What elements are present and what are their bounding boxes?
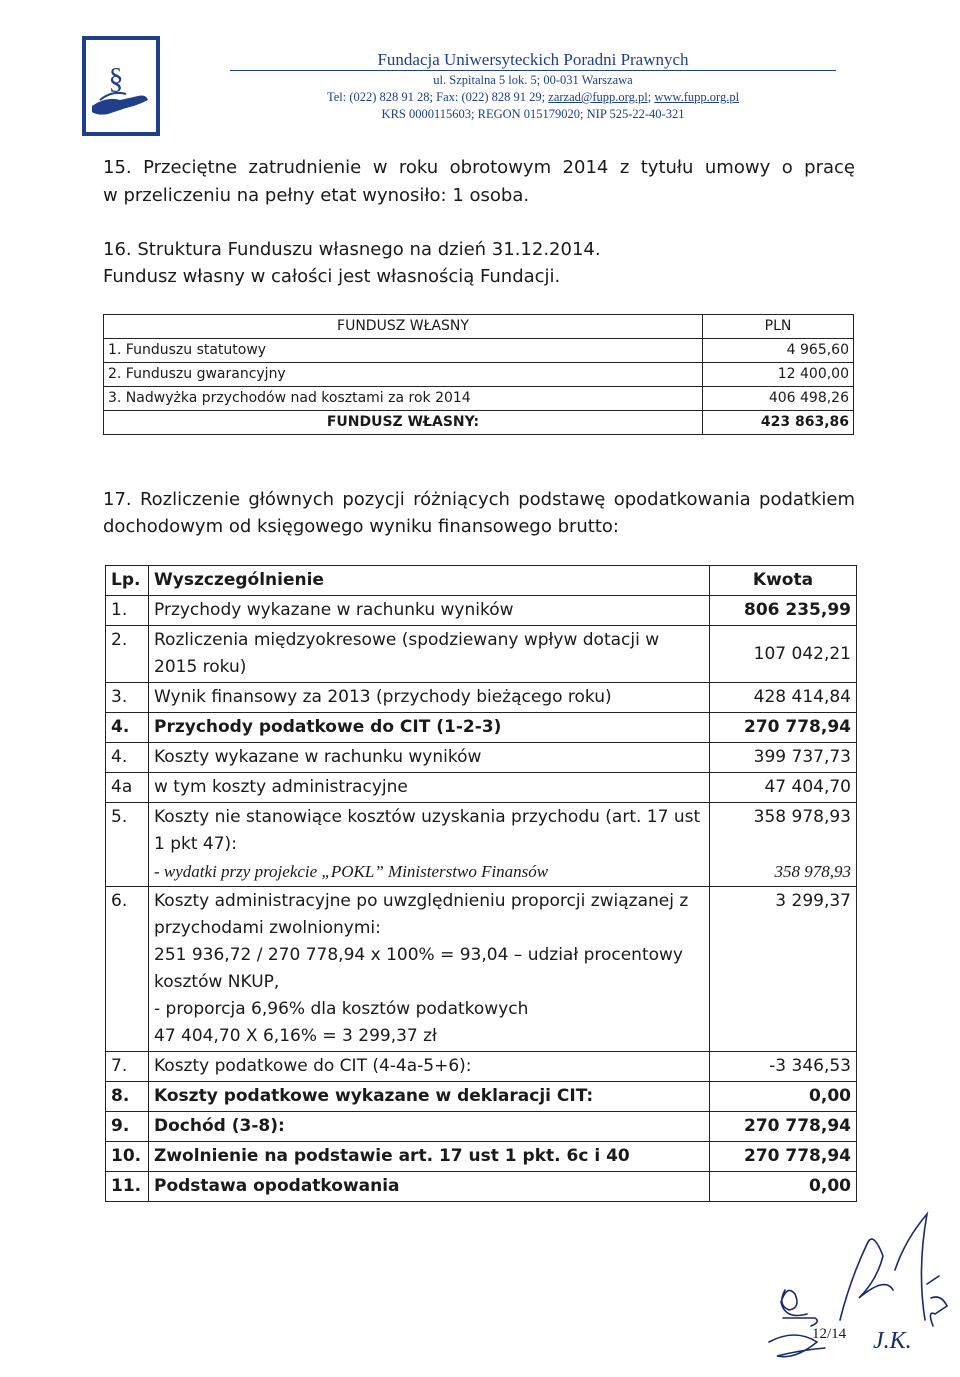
row-amount: 270 778,94 (710, 713, 857, 743)
row-amount: 3 299,37 (710, 887, 857, 1052)
row-description: w tym koszty administracyjne (149, 773, 710, 803)
row-description: Dochód (3-8): (149, 1112, 710, 1142)
org-address: ul. Szpitalna 5 lok. 5; 00-031 Warszawa (433, 73, 633, 87)
table-row (106, 713, 857, 743)
col-header-amount: Kwota (710, 566, 857, 596)
row-description: Zwolnienie na podstawie art. 17 ust 1 pkt. 6c i 40 (149, 1142, 710, 1172)
signature-stroke-5 (927, 1276, 947, 1326)
table-row (106, 887, 857, 1052)
org-contact (230, 89, 836, 106)
row-description: Przychody podatkowe do CIT (1-2-3) (149, 713, 710, 743)
signature-stroke-1 (781, 1290, 807, 1316)
equity-header-label: FUNDUSZ WŁASNY (104, 315, 703, 339)
equity-row (104, 387, 854, 411)
row-description: Koszty podatkowe do CIT (4-4a-5+6): (149, 1052, 710, 1082)
row-lp: 8. (106, 1082, 149, 1112)
equity-row (104, 363, 854, 387)
letterhead (230, 50, 836, 123)
row-amount: 0,00 (710, 1082, 857, 1112)
section-15-line-1: 15. Przeciętne zatrudnienie w roku obrotowym 2014 z tytułu umowy o pracę (103, 157, 855, 178)
equity-row-label: 2. Funduszu gwarancyjny (104, 363, 703, 387)
row-lp: 11. (106, 1172, 149, 1202)
scales-hand-icon (86, 40, 156, 132)
foundation-logo (82, 36, 160, 136)
section-16-line-1: 16. Struktura Funduszu własnego na dzień 31.12.2014. (103, 239, 601, 260)
signature-stroke-4 (895, 1214, 927, 1320)
row-lp: 5. (106, 803, 149, 887)
equity-table (103, 314, 854, 435)
row-description-line: 251 936,72 / 270 778,94 x 100% = 93,04 – udział procentowy kosztów NKUP, (154, 945, 683, 992)
equity-row-label: 3. Nadwyżka przychodów nad kosztami za rok 2014 (104, 387, 703, 411)
signature-stroke-2 (783, 1318, 817, 1326)
equity-row-value: 406 498,26 (703, 387, 854, 411)
equity-header-row (104, 315, 854, 339)
table-row (106, 773, 857, 803)
section-17-line-2: dochodowym od księgowego wyniku finansowego brutto: (103, 516, 619, 537)
row-description: Koszty administracyjne po uwzględnieniu proporcji związanej z przychodami zwolnionymi: (154, 891, 689, 938)
table-row (106, 743, 857, 773)
equity-total-label: FUNDUSZ WŁASNY: (104, 411, 703, 435)
row-amount: 0,00 (710, 1172, 857, 1202)
row-description-line: 47 404,70 X 6,16% = 3 299,37 zł (154, 1026, 437, 1046)
signature-initials: J.K. (873, 1328, 912, 1354)
row-lp: 1. (106, 596, 149, 626)
row-description: Wynik finansowy za 2013 (przychody bieżącego roku) (149, 683, 710, 713)
equity-total-value: 423 863,86 (703, 411, 854, 435)
row-amount-block (710, 803, 857, 887)
row-lp: 2. (106, 626, 149, 683)
equity-row-value: 12 400,00 (703, 363, 854, 387)
website-link[interactable]: www.fupp.org.pl (654, 90, 740, 104)
col-header-description: Wyszczególnienie (149, 566, 710, 596)
row-lp: 9. (106, 1112, 149, 1142)
email-link[interactable]: zarzad@fupp.org.pl (548, 90, 648, 104)
equity-row (104, 339, 854, 363)
row-amount: -3 346,53 (710, 1052, 857, 1082)
handwritten-signatures (755, 1210, 960, 1370)
table-row (106, 1052, 857, 1082)
section-16-line-2: Fundusz własny w całości jest własnością Fundacji. (103, 266, 561, 287)
table-row (106, 683, 857, 713)
row-description-line: - proporcja 6,96% dla kosztów podatkowych (154, 999, 529, 1019)
table-row (106, 1112, 857, 1142)
signature-stroke-3 (840, 1239, 893, 1320)
section-17-line-1: 17. Rozliczenie głównych pozycji różniących podstawę opodatkowania podatkiem (103, 489, 855, 510)
equity-row-label: 1. Funduszu statutowy (104, 339, 703, 363)
page-number: 12/14 (812, 1326, 847, 1342)
table-row (106, 596, 857, 626)
row-description: Rozliczenia międzyokresowe (spodziewany wpływ dotacji w 2015 roku) (149, 626, 710, 683)
table-row (106, 1142, 857, 1172)
row-amount: 428 414,84 (710, 683, 857, 713)
tax-header-row (106, 566, 857, 596)
row-description: Koszty nie stanowiące kosztów uzyskania przychodu (art. 17 ust 1 pkt 47): (154, 807, 701, 854)
row-lp: 4. (106, 713, 149, 743)
row-amount-sub: 358 978,93 (774, 862, 851, 881)
row-description: Koszty podatkowe wykazane w deklaracji CIT: (149, 1082, 710, 1112)
section-15-line-2: w przeliczeniu na pełny etat wynosiło: 1 osoba. (103, 185, 530, 206)
table-row (106, 626, 857, 683)
equity-header-currency: PLN (703, 315, 854, 339)
row-lp: 6. (106, 887, 149, 1052)
row-lp: 4a (106, 773, 149, 803)
row-description-sub: - wydatki przy projekcie „POKL” Ministerstwo Finansów (154, 862, 549, 881)
row-amount: 358 978,93 (753, 807, 851, 827)
row-amount: 270 778,94 (710, 1112, 857, 1142)
row-lp: 3. (106, 683, 149, 713)
table-row (106, 1172, 857, 1202)
row-description: Podstawa opodatkowania (149, 1172, 710, 1202)
table-row (106, 1082, 857, 1112)
equity-total-row (104, 411, 854, 435)
header-rule (230, 70, 836, 71)
row-description: Koszty wykazane w rachunku wyników (149, 743, 710, 773)
row-amount: 399 737,73 (710, 743, 857, 773)
tax-reconciliation-table (105, 565, 857, 1202)
org-registry: KRS 0000115603; REGON 015179020; NIP 525-22-40-321 (381, 107, 685, 121)
row-amount: 107 042,21 (710, 626, 857, 683)
row-description-block (149, 803, 710, 887)
col-header-lp: Lp. (106, 566, 149, 596)
row-lp: 10. (106, 1142, 149, 1172)
row-lp: 4. (106, 743, 149, 773)
row-description: Przychody wykazane w rachunku wyników (149, 596, 710, 626)
row-amount: 270 778,94 (710, 1142, 857, 1172)
row-lp: 7. (106, 1052, 149, 1082)
table-row (106, 803, 857, 887)
row-description-block (149, 887, 710, 1052)
org-name: Fundacja Uniwersyteckich Poradni Prawnych (377, 50, 689, 69)
logo-paragraph-sign: § (108, 62, 124, 95)
contact-separator: ; (647, 90, 655, 104)
contact-phones: Tel: (022) 828 91 28; Fax: (022) 828 91 29; (326, 90, 549, 104)
spacer (715, 831, 851, 858)
equity-row-value: 4 965,60 (703, 339, 854, 363)
row-amount: 806 235,99 (710, 596, 857, 626)
row-amount: 47 404,70 (710, 773, 857, 803)
